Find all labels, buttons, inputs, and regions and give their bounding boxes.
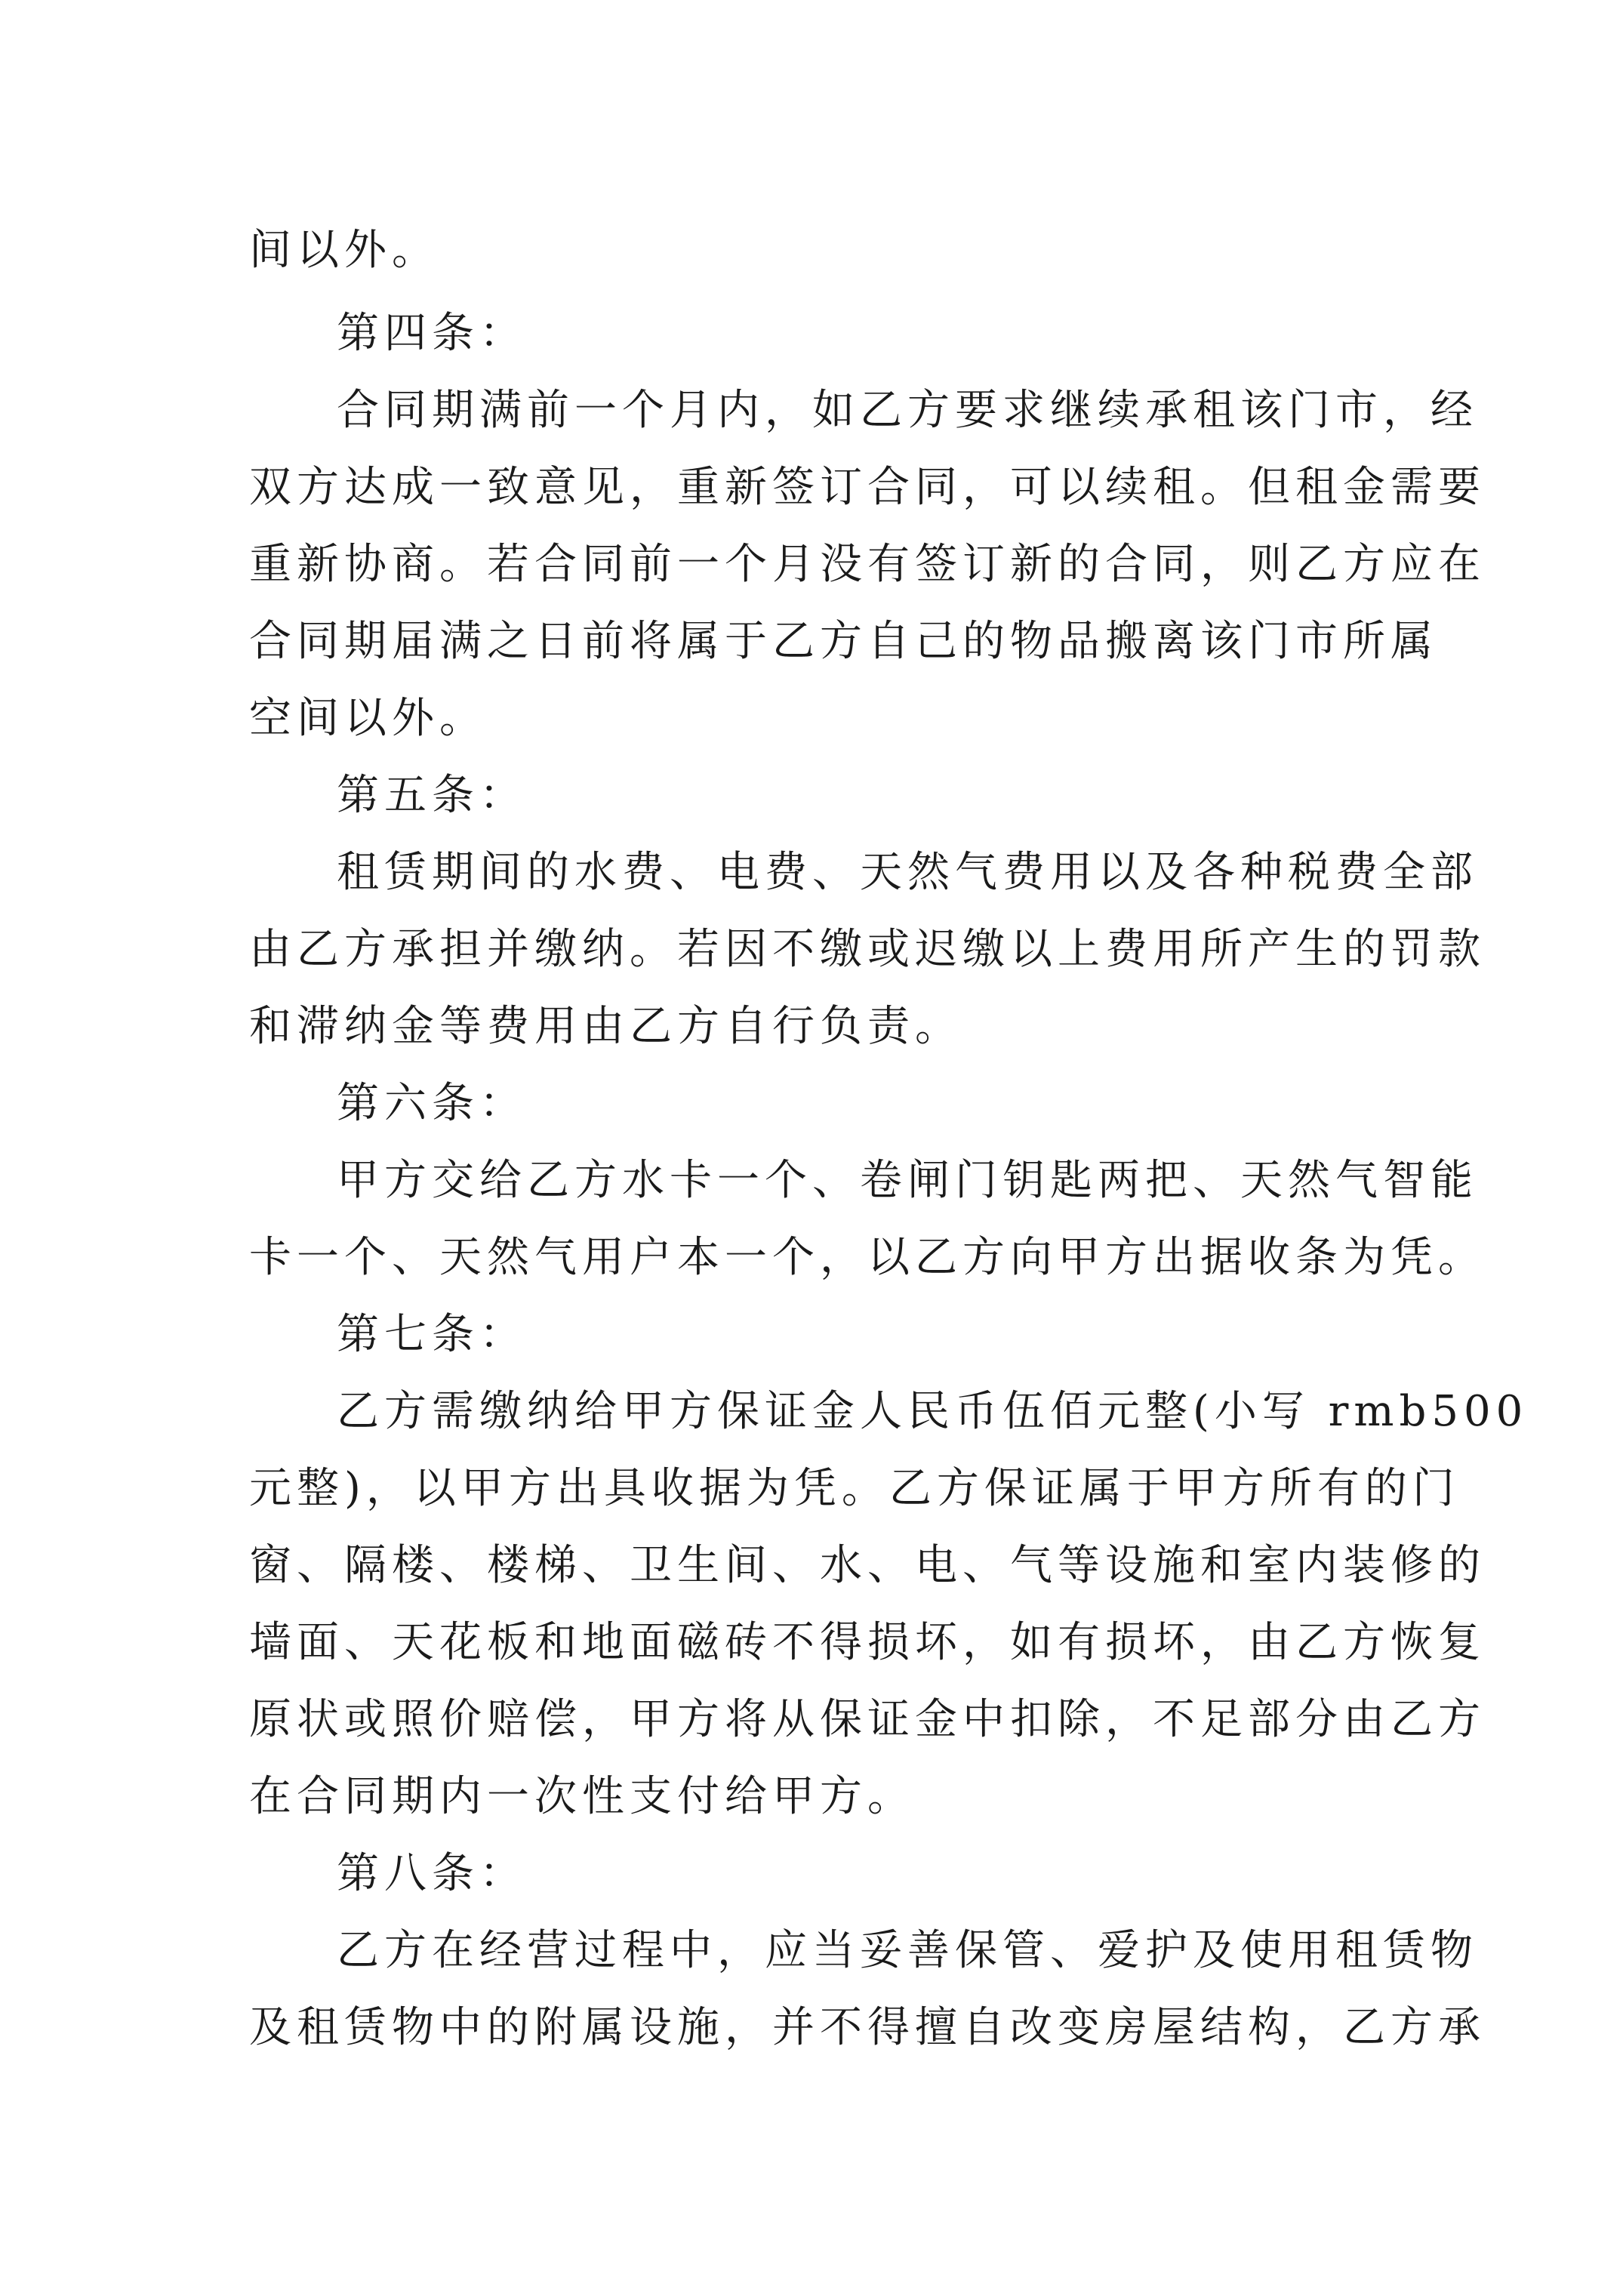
text-line: 双方达成一致意见，重新签订合同，可以续租。但租金需要 [249,463,1486,512]
text-line: 窗、隔楼、楼梯、卫生间、水、电、气等设施和室内装修的 [249,1541,1486,1590]
article-heading: 第六条： [337,1079,527,1128]
text-line: 和滞纳金等费用由乙方自行负责。 [249,1002,962,1051]
text-line: 及租赁物中的附属设施，并不得擅自改变房屋结构，乙方承 [249,2003,1486,2052]
article-heading: 第四条： [337,309,527,358]
article-heading: 第七条： [337,1310,527,1359]
text-line: 合同期满前一个月内，如乙方要求继续承租该门市，经 [337,386,1478,435]
text-line: 租赁期间的水费、电费、天然气费用以及各种税费全部 [337,848,1478,897]
text-line: 卡一个、天然气用户本一个，以乙方向甲方出据收条为凭。 [249,1233,1486,1282]
text-line: 原状或照价赔偿，甲方将从保证金中扣除，不足部分由乙方 [249,1695,1486,1744]
text-line: 重新协商。若合同前一个月没有签订新的合同，则乙方应在 [249,540,1486,589]
text-line: 合同期届满之日前将属于乙方自己的物品搬离该门市所属 [249,617,1438,666]
article-heading: 第八条： [337,1849,527,1898]
text-line: 空间以外。 [249,694,487,743]
text-line: 墙面、天花板和地面磁砖不得损坏，如有损坏，由乙方恢复 [249,1618,1486,1667]
text-line: 由乙方承担并缴纳。若因不缴或迟缴以上费用所产生的罚款 [249,925,1486,974]
text-line: 乙方需缴纳给甲方保证金人民币伍佰元整(小写 rmb500 [337,1387,1529,1436]
text-line: 间以外。 [249,226,439,275]
article-heading: 第五条： [337,771,527,820]
text-line: 元整)，以甲方出具收据为凭。乙方保证属于甲方所有的门 [249,1464,1460,1513]
text-line: 甲方交给乙方水卡一个、卷闸门钥匙两把、天然气智能 [337,1156,1478,1205]
text-line: 乙方在经营过程中，应当妥善保管、爱护及使用租赁物 [337,1926,1478,1975]
text-line: 在合同期内一次性支付给甲方。 [249,1772,915,1821]
